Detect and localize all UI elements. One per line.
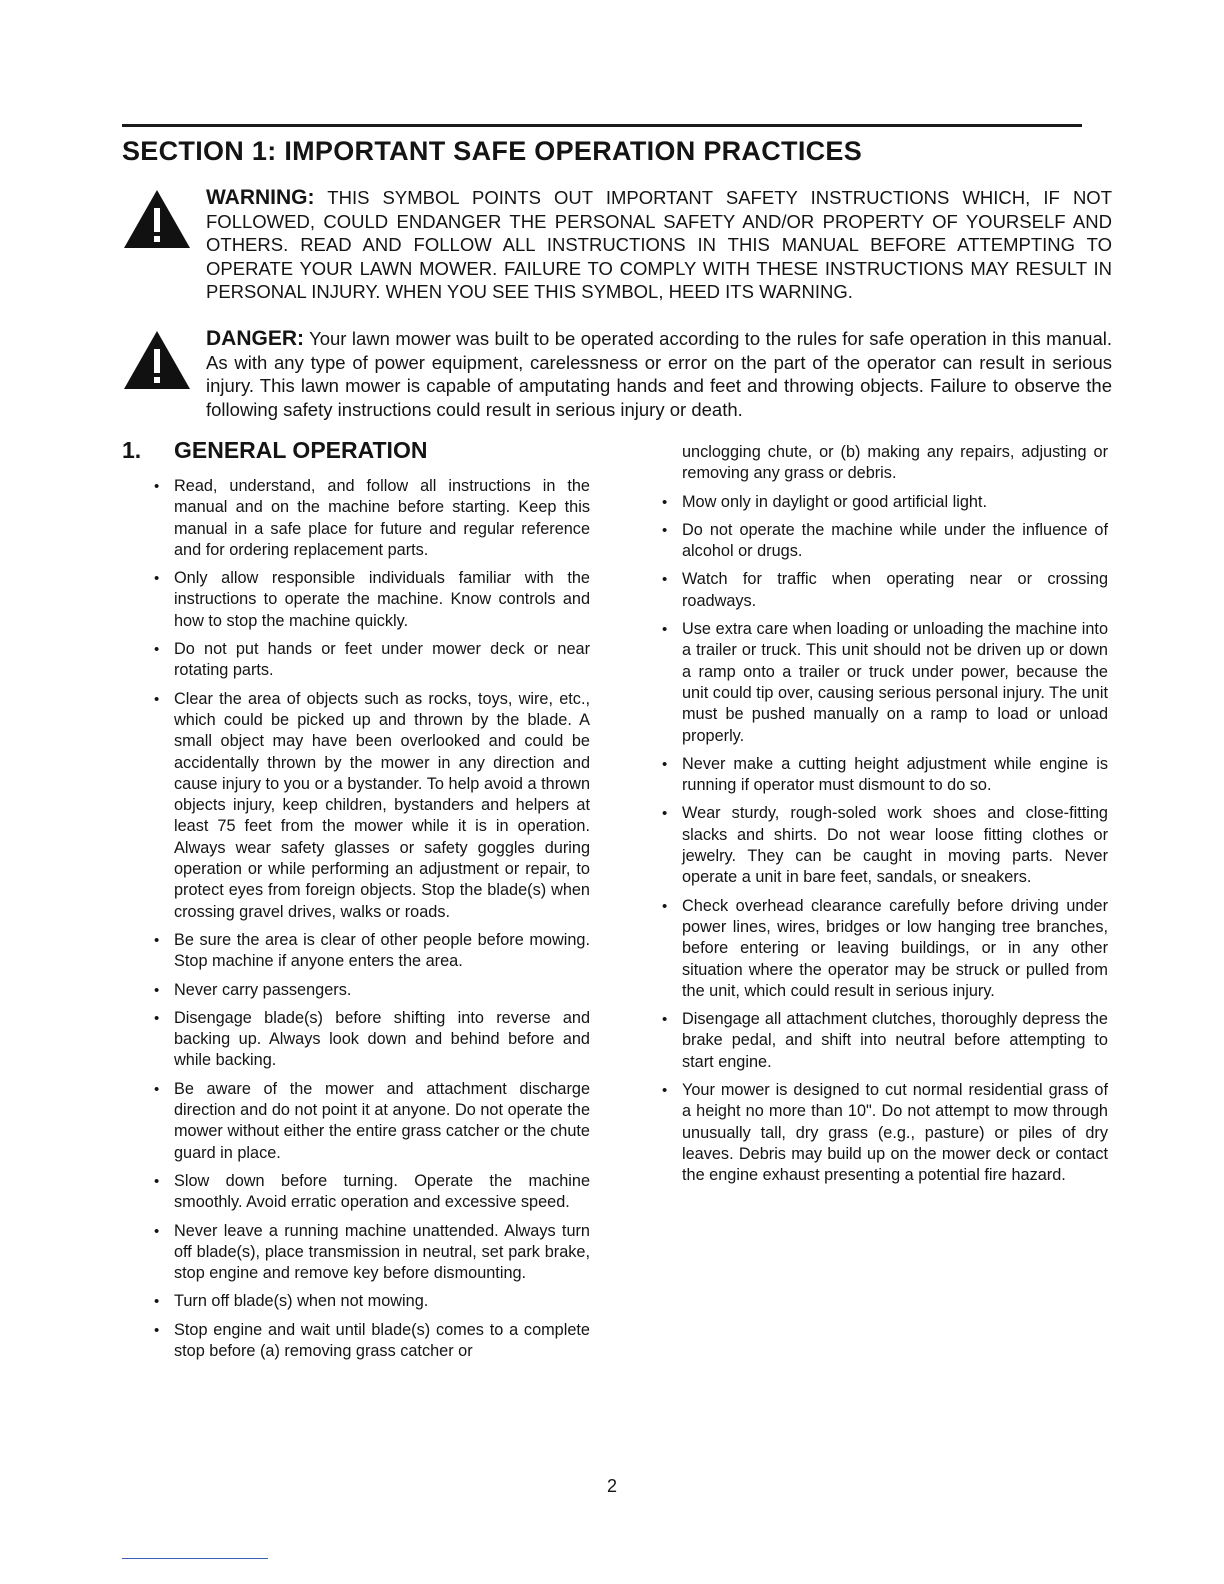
danger-label: DANGER: xyxy=(206,327,304,350)
section-title: SECTION 1: IMPORTANT SAFE OPERATION PRACTICES xyxy=(122,136,863,166)
list-item: • Do not operate the machine while under the influence of alcohol or drugs. xyxy=(658,520,1108,563)
general-operation-heading xyxy=(122,437,427,464)
right-column xyxy=(658,442,1108,1194)
list-item: • Mow only in daylight or good artificial light. xyxy=(658,492,1108,513)
danger-text: Your lawn mower was built to be operated according to the rules for safe operation in this manual. As with any type of power equipment, carelessness or error on the part of the operator can result in serious injury. This lawn mower is capable of amputating hands and feet and throwing objects. Failure to observe the following safety instructions could result in serious injury or death. xyxy=(206,328,1112,420)
list-item: • Use extra care when loading or unloading the machine into a trailer or truck. This unit should not be driven up or down a ramp onto a trailer or truck under power, because the unit could tip over, causing serious personal injury. The unit must be pushed manually on a ramp to load or unload properly. xyxy=(658,619,1108,747)
danger-paragraph xyxy=(206,327,1112,421)
list-item: • Never make a cutting height adjustment while engine is running if operator must dismount to do so. xyxy=(658,754,1108,797)
right-bullet-list xyxy=(658,492,1108,1187)
list-item: • Be aware of the mower and attachment discharge direction and do not point it at anyone. Do not operate the mower without either the entire grass catcher or the chute guard in place. xyxy=(150,1079,590,1164)
top-rule xyxy=(122,124,1082,127)
warning-paragraph xyxy=(206,186,1112,304)
heading-number: 1. xyxy=(122,437,142,463)
warning-label: WARNING: xyxy=(206,186,315,209)
danger-triangle-icon xyxy=(122,329,192,391)
continued-text: unclogging chute, or (b) making any repairs, adjusting or removing any grass or debris. xyxy=(682,443,1108,483)
list-item: • Only allow responsible individuals familiar with the instructions to operate the machine. Know controls and how to stop the machine quickly. xyxy=(150,568,590,632)
list-item: • Disengage all attachment clutches, thoroughly depress the brake pedal, and shift into neutral before attempting to start engine. xyxy=(658,1009,1108,1073)
warning-text: THIS SYMBOL POINTS OUT IMPORTANT SAFETY INSTRUCTIONS WHICH, IF NOT FOLLOWED, COULD ENDANGER THE PERSONAL SAFETY AND/OR PROPERTY OF YOURSELF AND OTHERS. READ AND FOLLOW ALL INSTRUCTIONS IN THIS MANUAL BEFORE ATTEMPTING TO OPERATE YOUR LAWN MOWER. FAILURE TO COMPLY WITH THESE INSTRUCTIONS MAY RESULT IN PERSONAL INJURY. WHEN YOU SEE THIS SYMBOL, HEED ITS WARNING. xyxy=(206,187,1112,302)
list-item: • Stop engine and wait until blade(s) comes to a complete stop before (a) removing grass catcher or xyxy=(150,1320,590,1363)
list-item: • Disengage blade(s) before shifting into reverse and backing up. Always look down and behind before and while backing. xyxy=(150,1008,590,1072)
left-bullet-list xyxy=(150,476,590,1362)
list-item: • Do not put hands or feet under mower deck or near rotating parts. xyxy=(150,639,590,682)
list-item: • Your mower is designed to cut normal residential grass of a height no more than 10". Do not attempt to mow through unusually tall, dry grass (e.g., pasture) or piles of dry leaves. Debris may build up on the mower deck or contact the engine exhaust presenting a potential fire hazard. xyxy=(658,1080,1108,1186)
list-item: • Never leave a running machine unattended. Always turn off blade(s), place transmission in neutral, set park brake, stop engine and remove key before dismounting. xyxy=(150,1221,590,1285)
heading-title: GENERAL OPERATION xyxy=(174,437,428,463)
list-item: • Turn off blade(s) when not mowing. xyxy=(150,1291,590,1312)
list-item: • Read, understand, and follow all instructions in the manual and on the machine before starting. Keep this manual in a safe place for future and regular reference and for ordering replacement parts. xyxy=(150,476,590,561)
list-item: • Be sure the area is clear of other people before mowing. Stop machine if anyone enters the area. xyxy=(150,930,590,973)
bottom-rule xyxy=(122,1558,268,1559)
list-item: • Clear the area of objects such as rocks, toys, wire, etc., which could be picked up and thrown by the blade. A small object may have been overlooked and could be accidentally thrown by the mower in any direction and cause injury to you or a bystander. To help avoid a thrown objects injury, keep children, bystanders and helpers at least 75 feet from the mower while it is in operation. Always wear safety glasses or safety goggles during operation or while performing an adjustment or repair, to protect eyes from foreign objects. Stop the blade(s) when crossing gravel drives, walks or roads. xyxy=(150,689,590,923)
list-item: • Slow down before turning. Operate the machine smoothly. Avoid erratic operation and excessive speed. xyxy=(150,1171,590,1214)
list-item: • Check overhead clearance carefully before driving under power lines, wires, bridges or low hanging tree branches, before entering or leaving buildings, or in any other situation where the operator may be struck or pulled from the unit, which could result in serious injury. xyxy=(658,896,1108,1002)
left-column xyxy=(150,476,590,1369)
danger-notice xyxy=(122,327,1112,421)
list-item: • Wear sturdy, rough-soled work shoes and close-fitting slacks and shirts. Do not wear loose fitting clothes or jewelry. They can be caught in moving parts. Never operate a unit in bare feet, sandals, or sneakers. xyxy=(658,803,1108,888)
list-item: • Never carry passengers. xyxy=(150,980,590,1001)
warning-triangle-icon xyxy=(122,188,192,250)
list-item: • Watch for traffic when operating near or crossing roadways. xyxy=(658,569,1108,612)
warning-notice xyxy=(122,186,1112,304)
page-number: 2 xyxy=(606,1476,617,1496)
